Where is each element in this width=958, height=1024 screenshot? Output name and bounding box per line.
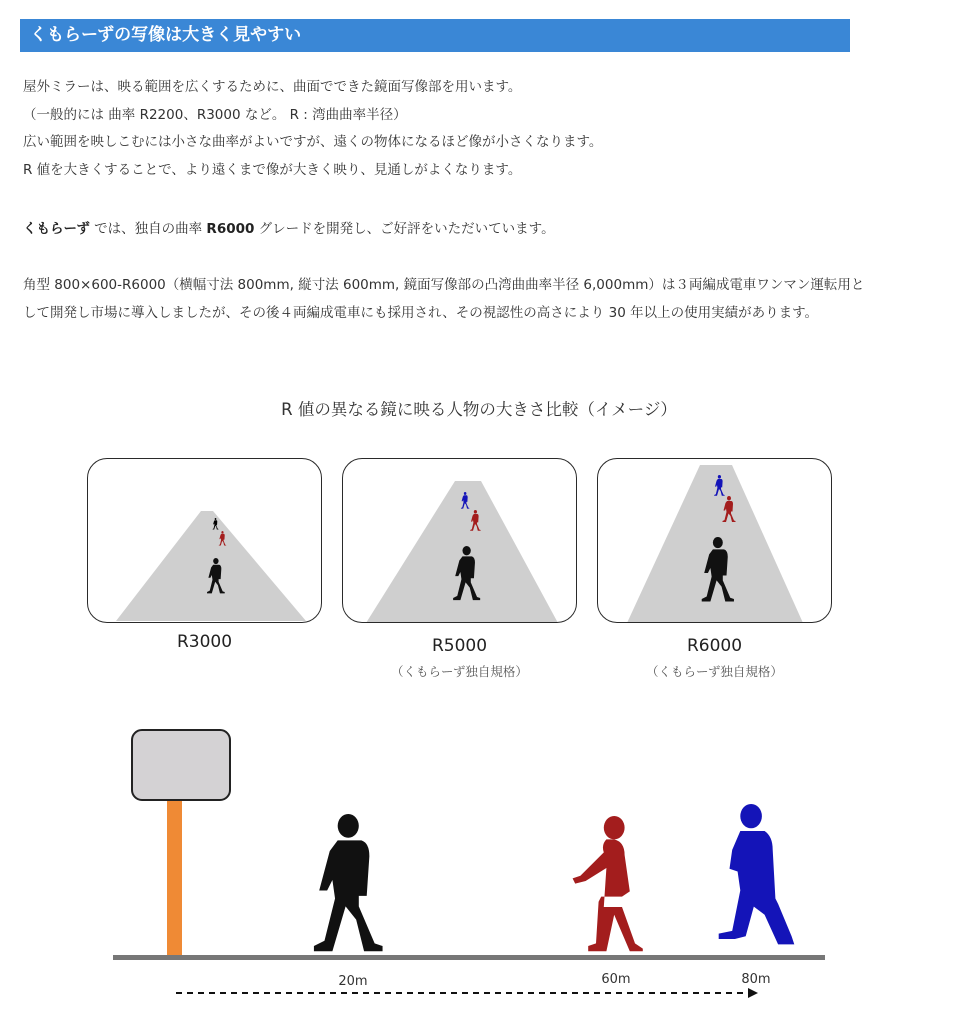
mirror-label-r5000: R5000 (431, 636, 488, 656)
mirror-note-r5000: （くもらーず独自規格） (391, 664, 528, 679)
mirror-label-r3000: R3000 (176, 632, 233, 652)
ground-line (113, 955, 825, 960)
distance-label-80m: 80m (741, 972, 771, 987)
mirror-r5000 (342, 458, 577, 623)
brand-text-1: では、独自の曲率 (89, 221, 207, 237)
intro-line: 屋外ミラーは、映る範囲を広くするために、曲面でできた鏡面写像部を用います。 (23, 79, 522, 95)
person-80m-icon (719, 804, 795, 944)
intro-line: 広い範囲を映しこむには小さな曲率がよいですが、遠くの物体になるほど像が小さくなります。 (23, 134, 603, 150)
intro-line: （一般的には 曲率 R2200、R3000 など。 R : 湾曲曲率半径） (23, 106, 407, 123)
distance-label-20m: 20m (338, 974, 368, 989)
distance-label-60m: 60m (601, 972, 631, 987)
intro-line: R 値を大きくすることで、より遠くまで像が大きく映り、見通しがよくなります。 (23, 161, 522, 178)
grade-name: R6000 (206, 221, 255, 237)
person-20m-icon (314, 814, 383, 951)
product-line: 角型 800×600-R6000（横幅寸法 800mm, 縦寸法 600mm, 鏡面写像部の凸湾曲曲率半径 6,000mm）は３両編成電車ワンマン運転用と (23, 277, 865, 293)
distance-diagram (0, 720, 958, 1020)
mirror-note-r6000: （くもらーず独自規格） (646, 664, 783, 679)
mirror-label-r6000: R6000 (686, 636, 743, 656)
brand-paragraph (23, 216, 555, 244)
figure-title: R 値の異なる鏡に映る人物の大きさ比較（イメージ） (281, 400, 677, 419)
road-image (366, 481, 558, 623)
mirror-r3000 (87, 458, 322, 623)
brand-text-2: グレードを開発し、ご好評をいただいています。 (254, 221, 555, 237)
mirror-sign-icon (132, 730, 230, 800)
product-paragraph (23, 272, 864, 327)
road-image (116, 511, 306, 621)
mirror-r6000 (597, 458, 832, 623)
arrow-head-icon (748, 988, 758, 998)
person-60m-icon (573, 816, 643, 951)
mirror-pole (167, 801, 182, 957)
product-line: して開発し市場に導入しましたが、その後４両編成電車にも採用され、その視認性の高さにより 30 年以上の使用実績があります。 (23, 304, 818, 321)
intro-paragraph (23, 74, 602, 184)
brand-name: くもらーず (23, 221, 90, 237)
section-heading: くもらーずの写像は大きく見やすい (20, 19, 850, 52)
